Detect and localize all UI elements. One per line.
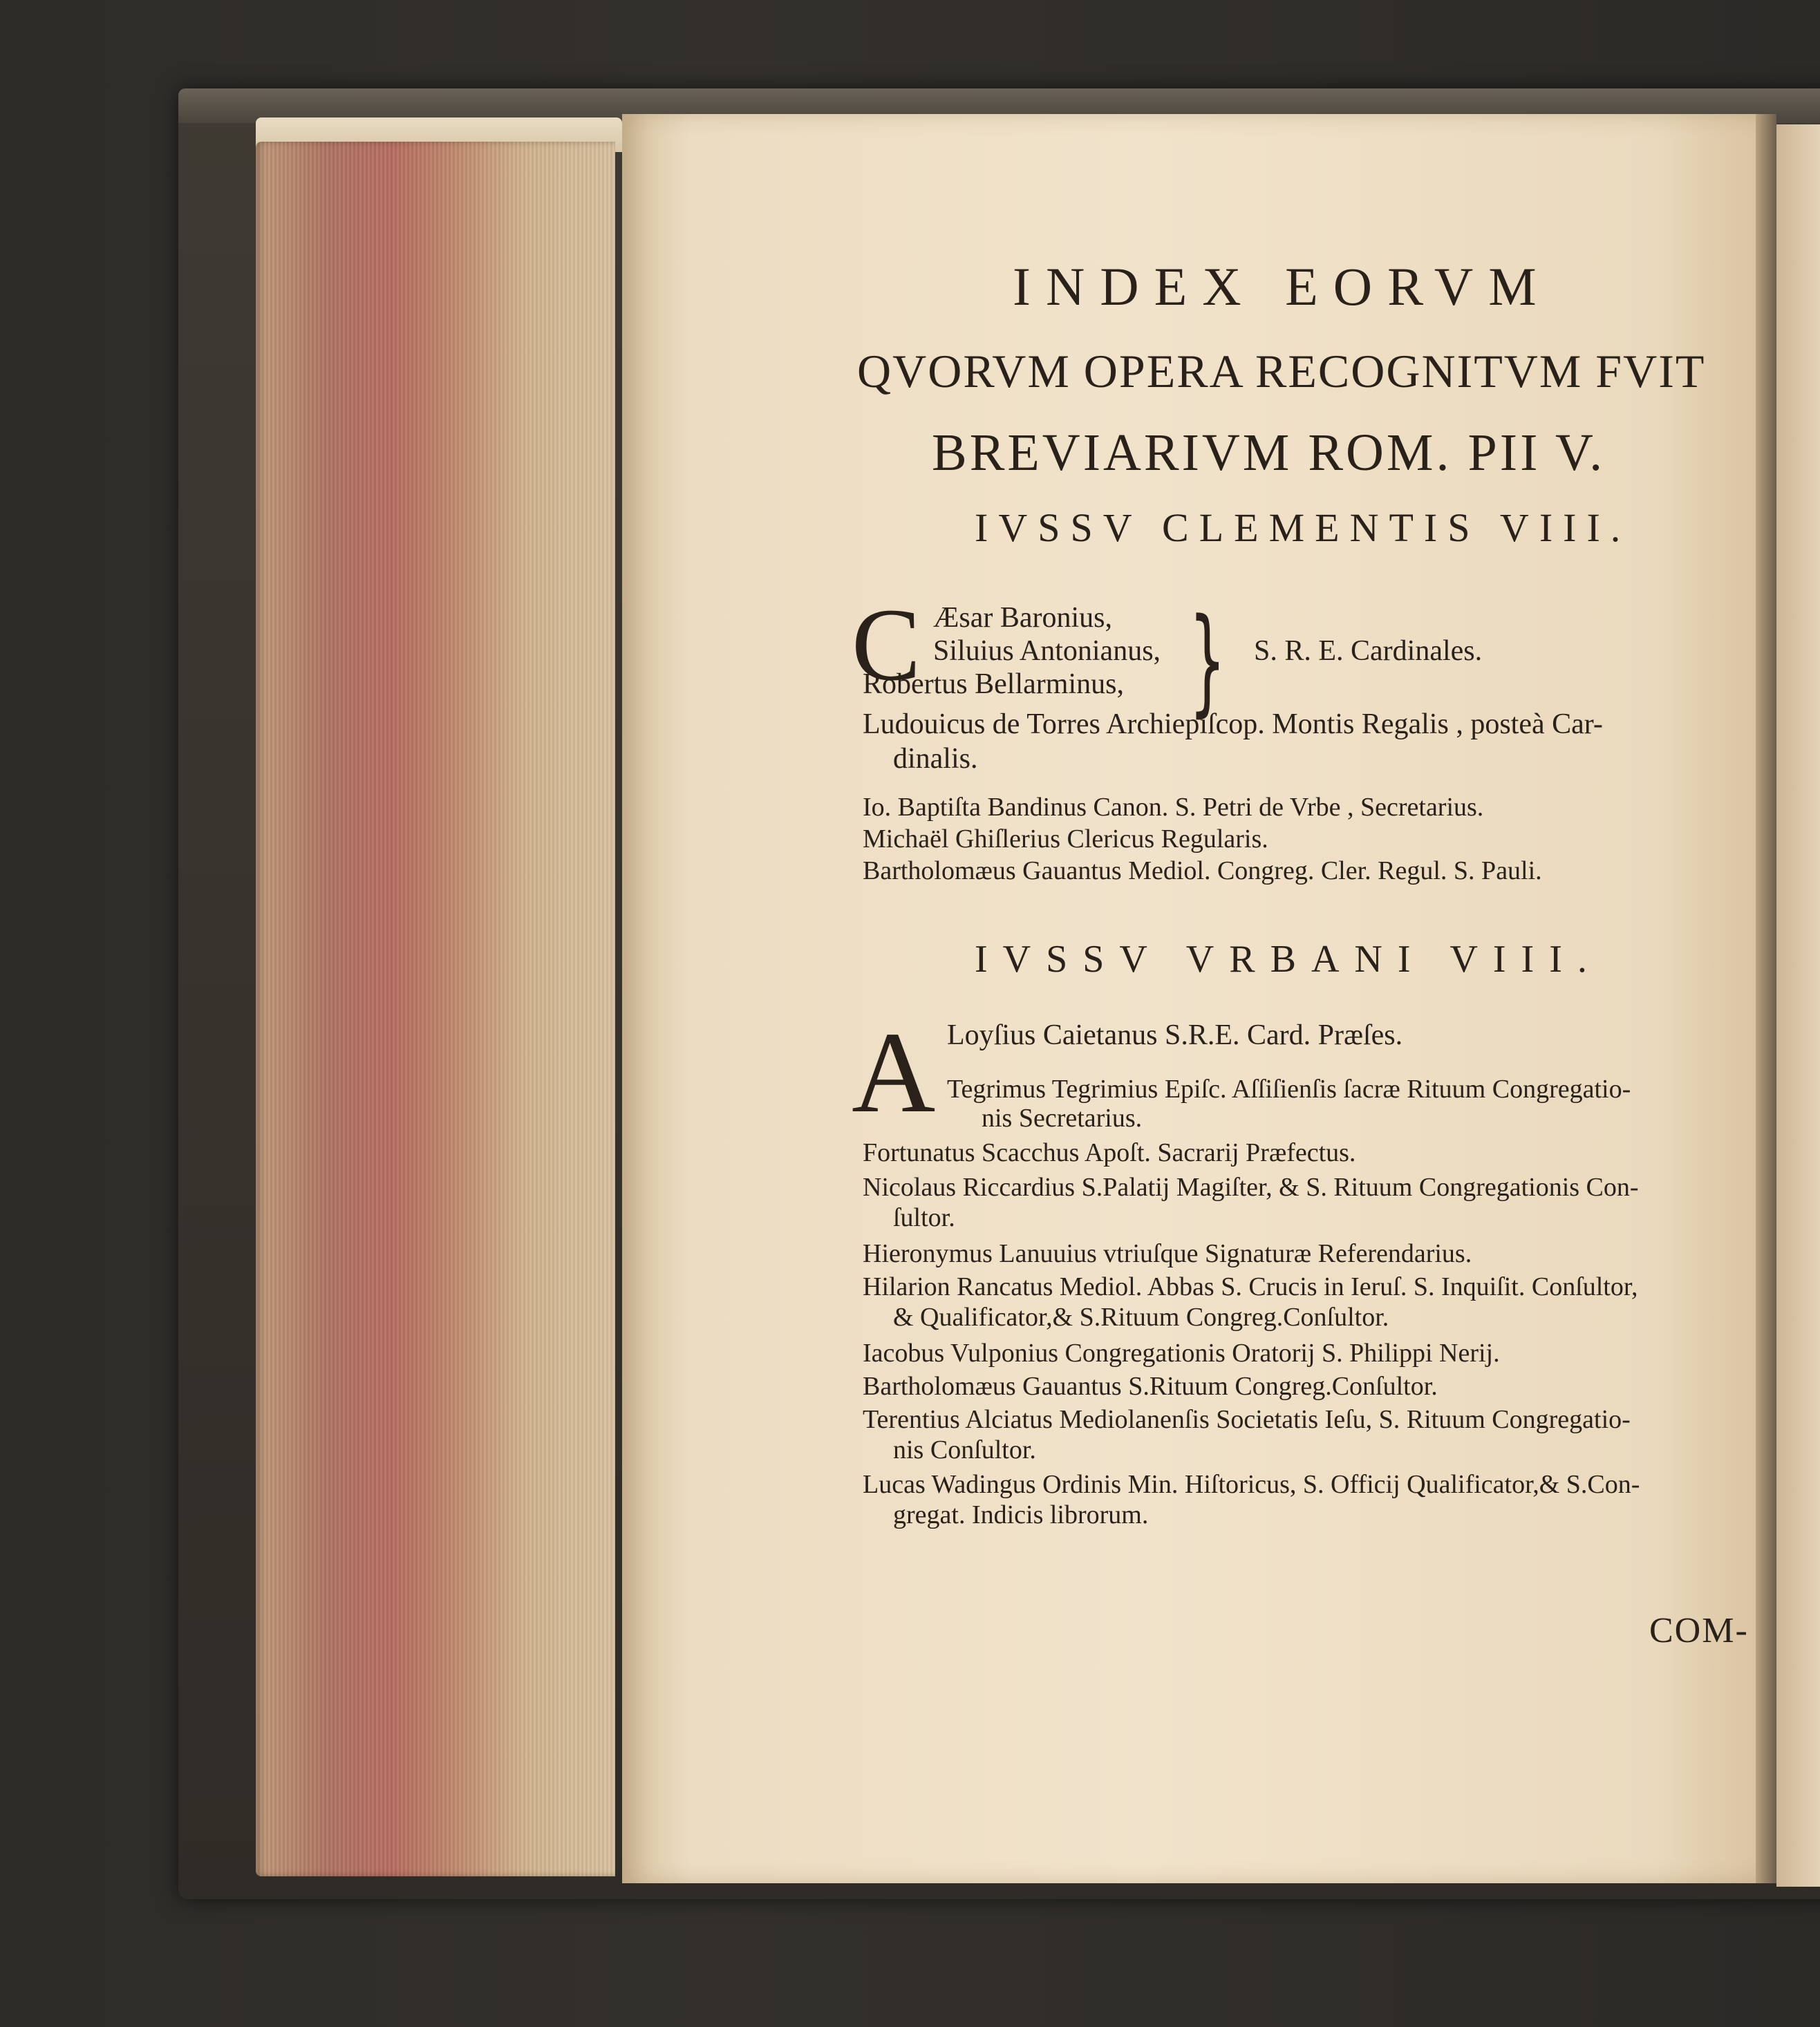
cardinals-label: S. R. E. Cardinales. [1254,635,1483,667]
book-gutter [1756,114,1776,1883]
catchword: COM- [1649,1611,1749,1650]
facing-page-edge [1776,124,1820,1887]
drop-cap-c: C [852,587,921,702]
urbanus-line-7: Hieronymus Lanuuius vtriuſque Signaturæ Referendarius. [863,1239,1472,1268]
clemens-other-1: Io. Baptiſta Bandinus Canon. S. Petri de Vrbe , Secretarius. [863,793,1484,822]
drop-cap-a: A [852,1008,936,1137]
urbanus-line-15: gregat. Indicis librorum. [893,1500,1149,1529]
ludouicus-line-1: Ludouicus de Torres Archiepiſcop. Montis Regalis , posteà Car- [863,708,1603,740]
urbanus-line-4: Fortunatus Scacchus Apoſt. Sacrarij Præfectus. [863,1138,1356,1167]
urbanus-line-5: Nicolaus Riccardius S.Palatij Magiſter, & S. Rituum Congregationis Con- [863,1173,1639,1202]
section-heading-clemens: IVSSV CLEMENTIS VIII. [975,505,1631,550]
title-line-1: INDEX EORVM [1013,256,1552,317]
urbanus-line-6: ſultor. [893,1203,955,1232]
cardinal-name-2: Siluius Antonianus, [933,635,1161,667]
urbanus-line-3: nis Secretarius. [982,1104,1143,1133]
clemens-other-2: Michaël Ghiſlerius Clericus Regularis. [863,824,1268,854]
urbanus-line-10: Iacobus Vulponius Congregationis Oratorij S. Philippi Nerij. [863,1339,1500,1368]
curly-brace-icon: } [1189,593,1226,728]
cardinal-name-3: Robertus Bellarminus, [863,668,1124,700]
urbanus-line-9: & Qualificator,& S.Rituum Congreg.Conſultor. [893,1303,1389,1332]
cardinal-name-1: Æsar Baronius, [933,602,1112,634]
urbanus-line-13: nis Conſultor. [893,1435,1036,1464]
section-heading-urbanus: IVSSV VRBANI VIII. [975,938,1602,981]
page-fore-edge [256,142,615,1876]
urbanus-line-12: Terentius Alciatus Mediolanenſis Societatis Ieſu, S. Rituum Congregatio- [863,1405,1631,1434]
ludouicus-line-2: dinalis. [893,743,978,775]
urbanus-line-1: Loyſius Caietanus S.R.E. Card. Præſes. [947,1019,1403,1051]
urbanus-line-11: Bartholomæus Gauantus S.Rituum Congreg.Conſultor. [863,1372,1438,1401]
clemens-other-3: Bartholomæus Gauantus Mediol. Congreg. Cler. Regul. S. Pauli. [863,856,1542,885]
urbanus-line-8: Hilarion Rancatus Mediol. Abbas S. Crucis in Ieruſ. S. Inquiſit. Conſultor, [863,1272,1638,1301]
title-line-3: BREVIARIVM ROM. PII V. [932,424,1606,482]
urbanus-line-2: Tegrimus Tegrimius Epiſc. Aſſiſienſis ſacræ Rituum Congregatio- [947,1075,1631,1104]
title-line-2: QVORVM OPERA RECOGNITVM FVIT [857,345,1706,397]
urbanus-line-14: Lucas Wadingus Ordinis Min. Hiſtoricus, S. Officij Qualificator,& S.Con- [863,1470,1640,1499]
